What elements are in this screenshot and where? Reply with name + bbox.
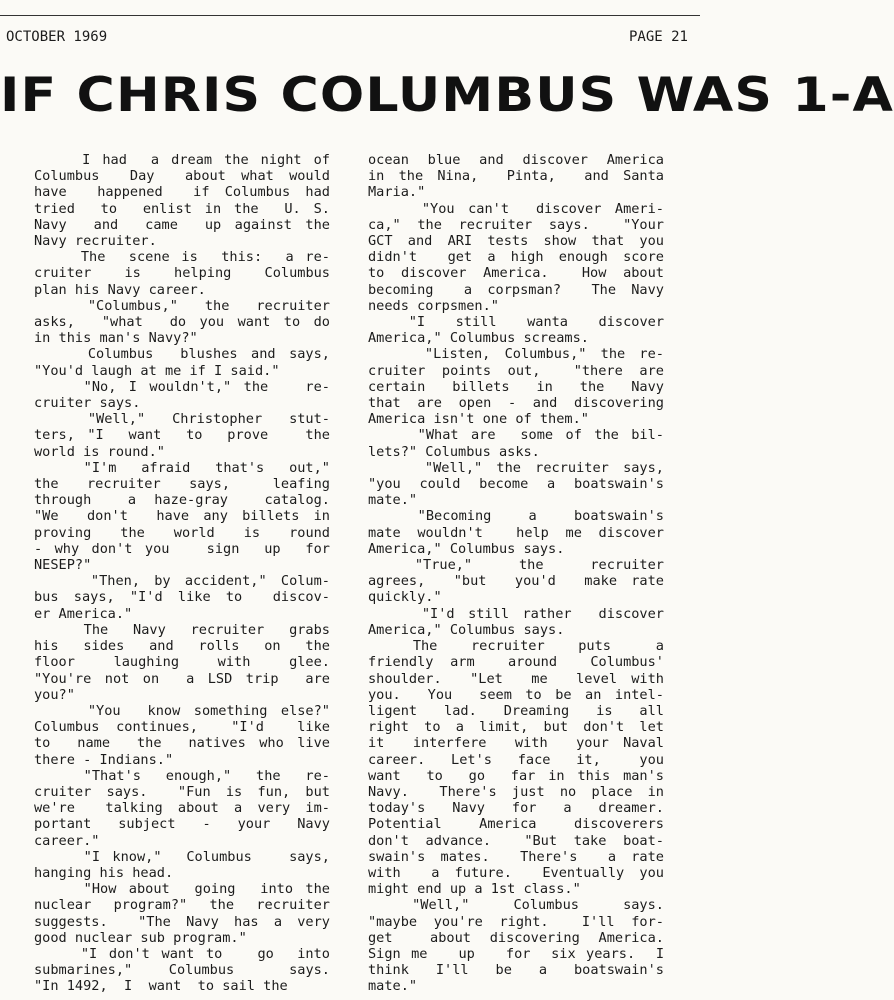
text-line: "Well," the recruiter says, <box>368 459 664 476</box>
text-line: tried to enlist in the U. S. <box>34 200 330 217</box>
text-line: have happened if Columbus had <box>34 184 330 201</box>
text-line: ligent lad. Dreaming is all <box>368 702 664 719</box>
text-line: ocean blue and discover America <box>368 152 664 168</box>
text-line: think I'll be a boatswain's <box>368 962 664 979</box>
text-line: The recruiter puts a <box>368 638 664 655</box>
text-line: you?" <box>34 686 75 703</box>
text-line: career." <box>34 832 100 849</box>
text-line: Columbus blushes and says, <box>34 346 330 363</box>
text-line: "You know something else?" <box>34 702 330 719</box>
text-line: "You're not on a LSD trip are <box>34 670 330 687</box>
text-line: - why don't you sign up for <box>34 540 330 557</box>
text-line: "We don't have any billets in <box>34 508 330 525</box>
top-rule <box>0 15 700 16</box>
text-line: "I still wanta discover <box>368 314 664 331</box>
text-line: America," Columbus screams. <box>368 330 589 347</box>
text-line: world is round." <box>34 443 165 460</box>
text-line: "Well," Christopher stut- <box>34 411 330 428</box>
text-line: Columbus continues, "I'd like <box>34 719 330 736</box>
text-line: hanging his head. <box>34 864 174 881</box>
text-line: career. Let's face it, you <box>368 751 664 768</box>
text-line: through a haze-gray catalog. <box>34 492 330 509</box>
text-line: Sign me up for six years. I <box>368 945 664 962</box>
text-line: cruiter is helping Columbus <box>34 265 330 282</box>
text-line: "Well," Columbus says. <box>368 897 664 914</box>
text-line: certain billets in the Navy <box>368 378 664 395</box>
text-line: bus says, "I'd like to discov- <box>34 589 330 606</box>
text-line: want to go far in this man's <box>368 767 664 784</box>
text-line: cruiter points out, "there are <box>368 362 664 379</box>
text-line: submarines," Columbus says. <box>34 962 330 979</box>
text-line: good nuclear sub program." <box>34 929 247 946</box>
text-line: The scene is this: a re- <box>34 249 330 266</box>
page-number: PAGE 21 <box>628 29 688 45</box>
text-line: "Listen, Columbus," the re- <box>368 346 664 363</box>
text-line: plan his Navy career. <box>34 281 206 298</box>
text-line: his sides and rolls on the <box>34 638 330 655</box>
issue-date: OCTOBER 1969 <box>6 29 108 45</box>
text-line: "Columbus," the recruiter <box>34 297 330 314</box>
article-headline: IF CHRIS COLUMBUS WAS 1-A <box>0 68 894 123</box>
text-line: with a future. Eventually you <box>368 864 664 881</box>
text-line: Navy recruiter. <box>34 233 157 250</box>
text-line: mate." <box>368 492 418 509</box>
text-line: suggests. "The Navy has a very <box>34 913 330 930</box>
text-line: to name the natives who live <box>34 735 330 752</box>
text-line: "maybe you're right. I'll for- <box>368 913 664 930</box>
article-column-right <box>368 152 664 995</box>
text-line: right to a limit, but don't let <box>368 719 664 736</box>
text-line: "True," the recruiter <box>368 557 664 574</box>
text-line: "Becoming a boatswain's <box>368 508 664 525</box>
text-line: we're talking about a very im- <box>34 800 330 817</box>
text-line: America," Columbus says. <box>368 621 565 638</box>
text-line: "you could become a boatswain's <box>368 476 664 493</box>
text-line: cruiter says. "Fun is fun, but <box>34 783 330 800</box>
text-line: ters, "I want to prove the <box>34 427 330 444</box>
text-line: might end up a 1st class." <box>368 881 581 898</box>
text-line: today's Navy for a dreamer. <box>368 800 664 817</box>
text-line: it interfere with your Naval <box>368 735 664 752</box>
text-line: "Then, by accident," Colum- <box>34 573 330 590</box>
text-line: friendly arm around Columbus' <box>368 654 664 671</box>
text-line: the recruiter says, leafing <box>34 476 330 493</box>
text-line: nuclear program?" the recruiter <box>34 897 330 914</box>
text-line: in this man's Navy?" <box>34 330 198 347</box>
text-line: cruiter says. <box>34 395 141 412</box>
text-line: asks, "what do you want to do <box>34 314 330 331</box>
text-line: floor laughing with glee. <box>34 654 330 671</box>
text-line: Columbus Day about what would <box>34 168 330 185</box>
text-line: I had a dream the night of <box>34 152 330 168</box>
text-line: "You can't discover Ameri- <box>368 200 664 217</box>
text-line: America isn't one of them." <box>368 411 589 428</box>
text-line: you. You seem to be an intel- <box>368 686 664 703</box>
text-line: shoulder. "Let me level with <box>368 670 664 687</box>
text-line: NESEP?" <box>34 557 92 574</box>
text-line: Potential America discoverers <box>368 816 664 833</box>
text-line: there - Indians." <box>34 751 174 768</box>
text-line: "I'd still rather discover <box>368 605 664 622</box>
article-column-left <box>34 152 330 995</box>
text-line: ca," the recruiter says. "Your <box>368 216 664 233</box>
text-line: "In 1492, I want to sail the <box>34 978 288 995</box>
text-line: mate." <box>368 978 418 995</box>
text-line: GCT and ARI tests show that you <box>368 233 664 250</box>
text-line: don't advance. "But take boat- <box>368 832 664 849</box>
text-line: in the Nina, Pinta, and Santa <box>368 168 664 185</box>
text-line: becoming a corpsman? The Navy <box>368 281 664 298</box>
text-line: "You'd laugh at me if I said." <box>34 362 280 379</box>
text-line: "No, I wouldn't," the re- <box>34 378 330 395</box>
text-line: er America." <box>34 605 133 622</box>
text-line: The Navy recruiter grabs <box>34 621 330 638</box>
text-line: lets?" Columbus asks. <box>368 443 540 460</box>
text-line: to discover America. How about <box>368 265 664 282</box>
text-line: "I know," Columbus says, <box>34 848 330 865</box>
text-line: agrees, "but you'd make rate <box>368 573 664 590</box>
text-line: "That's enough," the re- <box>34 767 330 784</box>
text-line: mate wouldn't help me discover <box>368 524 664 541</box>
text-line: "What are some of the bil- <box>368 427 664 444</box>
text-line: Navy and came up against the <box>34 216 330 233</box>
text-line: "I'm afraid that's out," <box>34 459 330 476</box>
text-line: Navy. There's just no place in <box>368 783 664 800</box>
text-line: didn't get a high enough score <box>368 249 664 266</box>
text-line: get about discovering America. <box>368 929 664 946</box>
text-line: needs corpsmen." <box>368 297 499 314</box>
text-line: "I don't want to go into <box>34 945 330 962</box>
text-line: "How about going into the <box>34 881 330 898</box>
text-line: that are open - and discovering <box>368 395 664 412</box>
text-line: swain's mates. There's a rate <box>368 848 664 865</box>
text-line: proving the world is round <box>34 524 330 541</box>
text-line: quickly." <box>368 589 442 606</box>
page-header <box>6 29 688 45</box>
text-line: portant subject - your Navy <box>34 816 330 833</box>
text-line: America," Columbus says. <box>368 540 565 557</box>
text-line: Maria." <box>368 184 426 201</box>
